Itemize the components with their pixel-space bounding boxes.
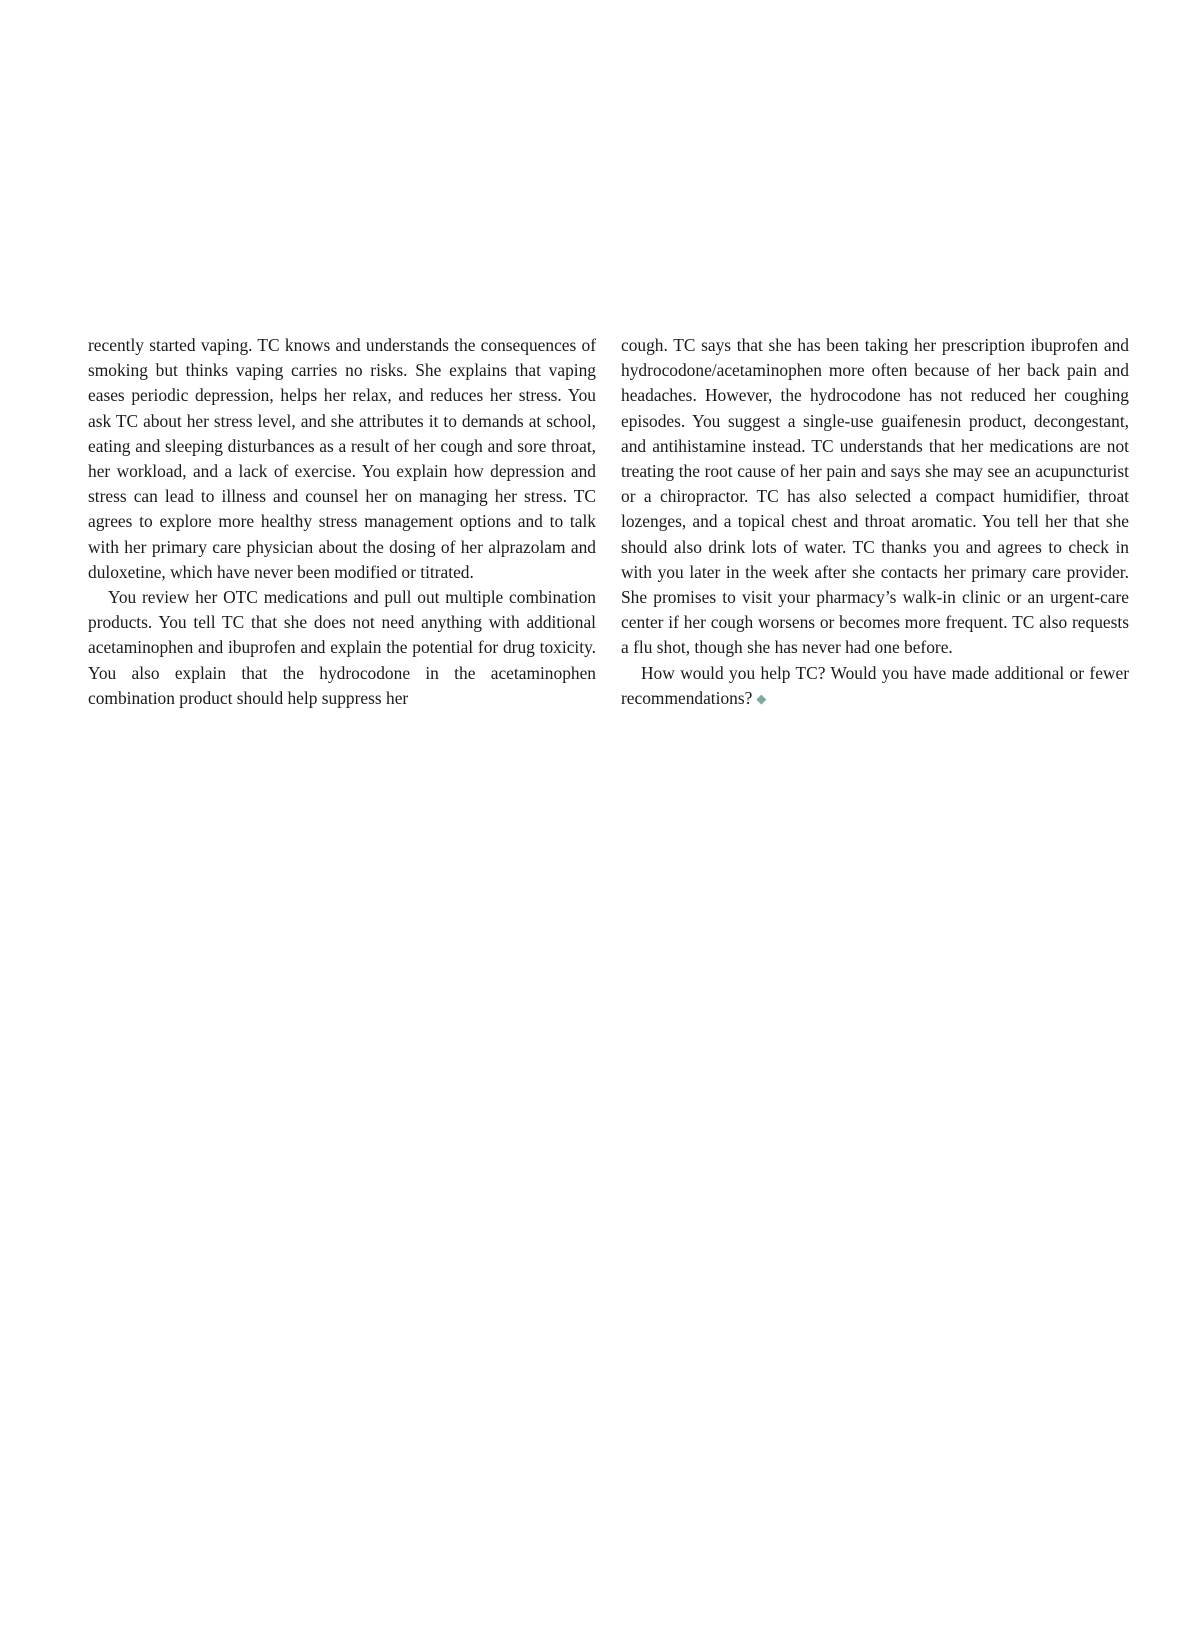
left-text-column [88, 333, 596, 711]
paragraph-vaping-stress: recently started vaping. TC knows and understands the consequences of smoking but thinks vaping carries no risks. She explains that vaping eases periodic depression, helps her relax, and reduces her stress. You ask TC about her stress level, and she attributes it to demands at school, eating and sleeping disturbances as a result of her cough and sore throat, her workload, and a lack of exercise. You explain how depression and stress can lead to illness and counsel her on managing her stress. TC agrees to explore more healthy stress management options and to talk with her primary care physician about the dosing of her alprazolam and duloxetine, which have never been modified or titrated. [88, 335, 596, 582]
end-of-article-diamond-icon: ◆ [756, 690, 767, 706]
paragraph-otc-review: You review her OTC medications and pull out multiple combination products. You tell TC that she does not need anything with additional acetaminophen and ibuprofen and explain the potential for drug toxicity. You also explain that the hydrocodone in the acetaminophen combination product should help suppress her [88, 587, 596, 708]
paragraph-cough-medications: cough. TC says that she has been taking her prescription ibuprofen and hydrocodone/acetaminophen more often because of her back pain and headaches. However, the hydrocodone has not reduced her coughing episodes. You suggest a single-use guaifenesin product, decongestant, and antihistamine instead. TC understands that her medications are not treating the root cause of her pain and says she may see an acupuncturist or a chiropractor. TC has also selected a compact humidifier, throat lozenges, and a topical chest and throat aromatic. You tell her that she should also drink lots of water. TC thanks you and agrees to check in with you later in the week after she contacts her primary care provider. She promises to visit your pharmacy’s walk-in clinic or an urgent-care center if her cough worsens or becomes more frequent. TC also requests a flu shot, though she has never had one before. [621, 335, 1129, 658]
closing-question-text: How would you help TC? Would you have made additional or fewer recommendations? [621, 662, 1129, 708]
paragraph-closing-question [621, 661, 1129, 712]
right-text-column [621, 333, 1129, 712]
